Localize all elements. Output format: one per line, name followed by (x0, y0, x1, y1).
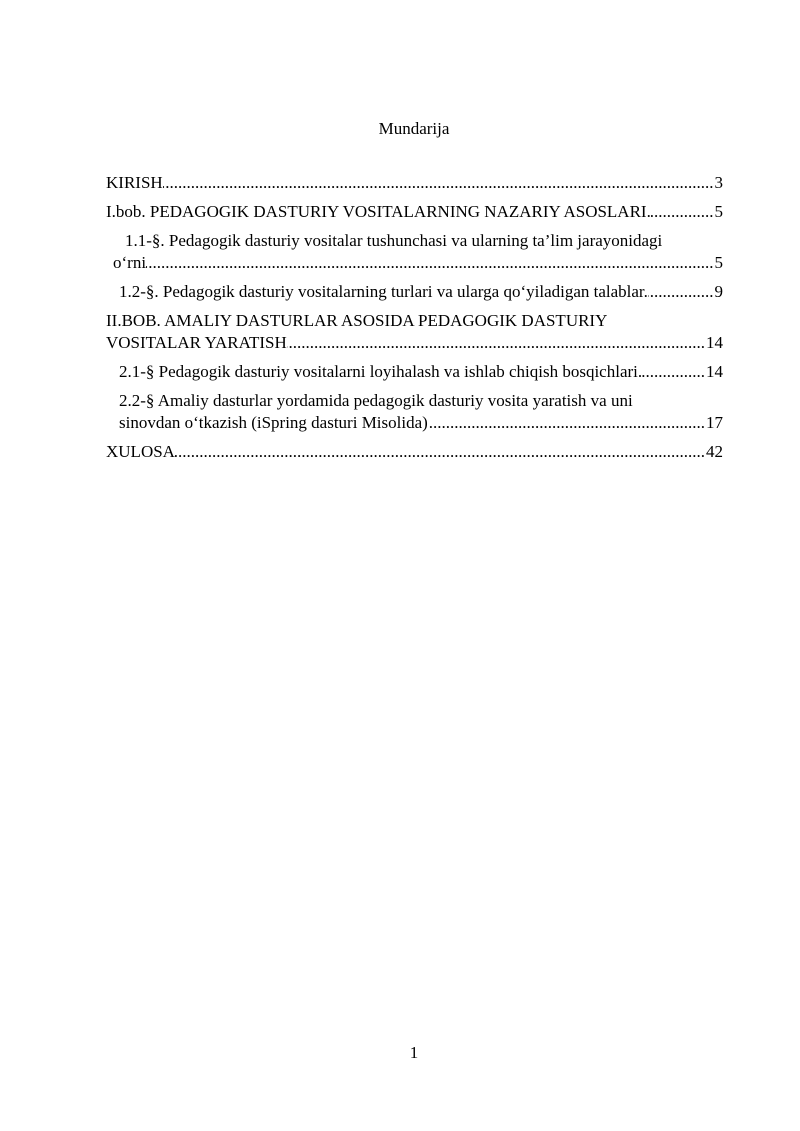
toc-entry-section-2-1[interactable] (106, 361, 723, 383)
toc-entry-label-line-2: sinovdan o‘tkazish (iSpring dasturi Misolida) (119, 413, 428, 432)
toc-entry-page: 17 (706, 413, 723, 432)
toc-entry-label: XULOSA (106, 442, 175, 461)
toc-entry-label-line-2: o‘rni (113, 253, 147, 272)
toc-entry-label (106, 310, 705, 354)
toc-entry-page: 3 (714, 173, 723, 192)
toc-entry-xulosa[interactable] (106, 441, 723, 463)
toc-entry-label-line-2: VOSITALAR YARATISH (106, 333, 287, 352)
toc-entry-page: 42 (706, 442, 723, 461)
toc-entry-chapter-1[interactable] (106, 201, 723, 223)
toc-entry-chapter-2[interactable] (106, 310, 723, 354)
toc-entry-label: 2.1-§ Pedagogik dasturiy vositalarni loyihalash va ishlab chiqish bosqichlari. (119, 362, 643, 381)
toc-entry-kirish[interactable] (106, 172, 723, 194)
toc-entry-label (119, 390, 705, 434)
toc-entry-page: 5 (714, 253, 723, 272)
toc-entry-label (113, 230, 714, 274)
toc-entry-label-line-1: 1.1-§. Pedagogik dasturiy vositalar tushunchasi va ularning ta’lim jarayonidagi (113, 230, 714, 252)
toc-entry-label-line-1: II.BOB. AMALIY DASTURLAR ASOSIDA PEDAGOGIK DASTURIY (106, 310, 705, 332)
toc-entry-label-line-1: 2.2-§ Amaliy dasturlar yordamida pedagogik dasturiy vosita yaratish va uni (119, 390, 705, 412)
table-of-contents (106, 172, 723, 463)
toc-entry-section-1-1[interactable] (106, 230, 723, 274)
toc-entry-page: 14 (706, 362, 723, 381)
toc-entry-page: 5 (714, 202, 723, 221)
toc-entry-page: 9 (714, 282, 723, 301)
toc-entry-section-2-2[interactable] (106, 390, 723, 434)
page-number: 1 (409, 1043, 419, 1062)
toc-entry-label: 1.2-§. Pedagogik dasturiy vositalarning turlari va ularga qo‘yiladigan talablar. (119, 282, 648, 301)
toc-entry-label: KIRISH (106, 173, 163, 192)
toc-title: Mundarija (378, 119, 450, 138)
toc-entry-label: I.bob. PEDAGOGIK DASTURIY VOSITALARNING NAZARIY ASOSLARI. (106, 202, 651, 221)
toc-entry-page: 14 (706, 333, 723, 352)
toc-entry-section-1-2[interactable] (106, 281, 723, 303)
